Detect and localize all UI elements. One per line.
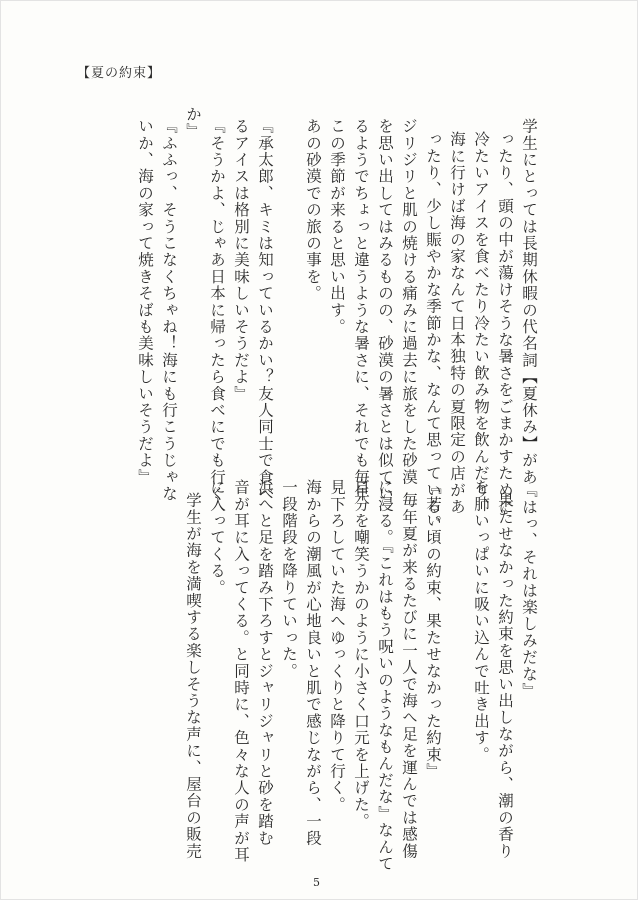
chapter-title: 【夏の約束】 (77, 66, 162, 81)
text-line: るアイスは格別に美味しいそうだよ』 (232, 118, 250, 402)
text-line: を思い出してはみるものの、砂漠の暑さとは似てい (376, 118, 394, 503)
text-line: 『はっ、それは楽しみだな』 (520, 482, 538, 700)
text-line: あの砂漠での旅の事を。 (304, 118, 322, 302)
page-number: 5 (313, 876, 320, 889)
text-line: 学生にとっては長期休暇の代名詞【夏休み】があ (520, 118, 538, 486)
text-line: 学生が海を満喫する楽しそうな声に、屋台の販売 (184, 492, 202, 860)
text-line: この季節が来ると思い出す。 (328, 118, 346, 336)
text-line: 海からの潮風が心地良いと肌で感じながら、一段 (304, 479, 322, 847)
text-line: 『ふふっ、そうこなくちゃね！海にも行こうじゃな (160, 118, 178, 503)
text-line: 果たせなかった約束を思い出しながら、潮の香り (496, 492, 514, 860)
text-line: るようでちょっと違うような暑さに、それでも毎年 (352, 118, 370, 503)
text-line: 見下ろしていた海へゆっくりと降りて行く。 (328, 479, 346, 813)
text-line: に浸る。『これはもう呪いのようなもんだな』なんて (376, 479, 394, 873)
text-line: いか、海の家って焼きそばも美味しいそうだよ』 (136, 118, 154, 486)
text-line: 浜へと足を踏み下ろすとジャリジャリと砂を踏む (256, 479, 274, 847)
text-line: か』 (184, 106, 202, 140)
text-line: ったり、頭の中が蕩けそうな暑さをごまかすために (496, 131, 514, 516)
text-line: 『承太郎、キミは知っているかい？友人同士で食べ (256, 118, 274, 503)
text-line: 『若い頃の約束、果たせなかった約束』 (424, 479, 442, 780)
text-line: 海に行けば海の家なんて日本独特の夏限定の店があ (448, 131, 466, 516)
text-line: 冷たいアイスを食べたり冷たい飲み物を飲んだり、 (472, 131, 490, 516)
text-line: 毎年夏が来るたびに一人で海へ足を運んでは感傷 (400, 492, 418, 860)
text-line: ジリジリと肌の焼ける痛みに過去に旅をした砂漠 (400, 118, 418, 486)
text-line: 自分を嘲笑うかのように小さく口元を上げた。 (352, 479, 370, 830)
text-line: 『そうかよ、じゃあ日本に帰ったら食べにでも行く (208, 118, 226, 503)
text-line: に入ってくる。 (208, 479, 226, 596)
text-line: 音が耳に入ってくる。と同時に、色々な人の声が耳 (232, 479, 250, 864)
text-line: 一段階段を降りていった。 (280, 479, 298, 680)
text-line: を肺いっぱいに吸い込んで吐き出す。 (472, 479, 490, 763)
text-line: ったり、少し賑やかな季節かな、なんて思っている。 (424, 131, 442, 532)
